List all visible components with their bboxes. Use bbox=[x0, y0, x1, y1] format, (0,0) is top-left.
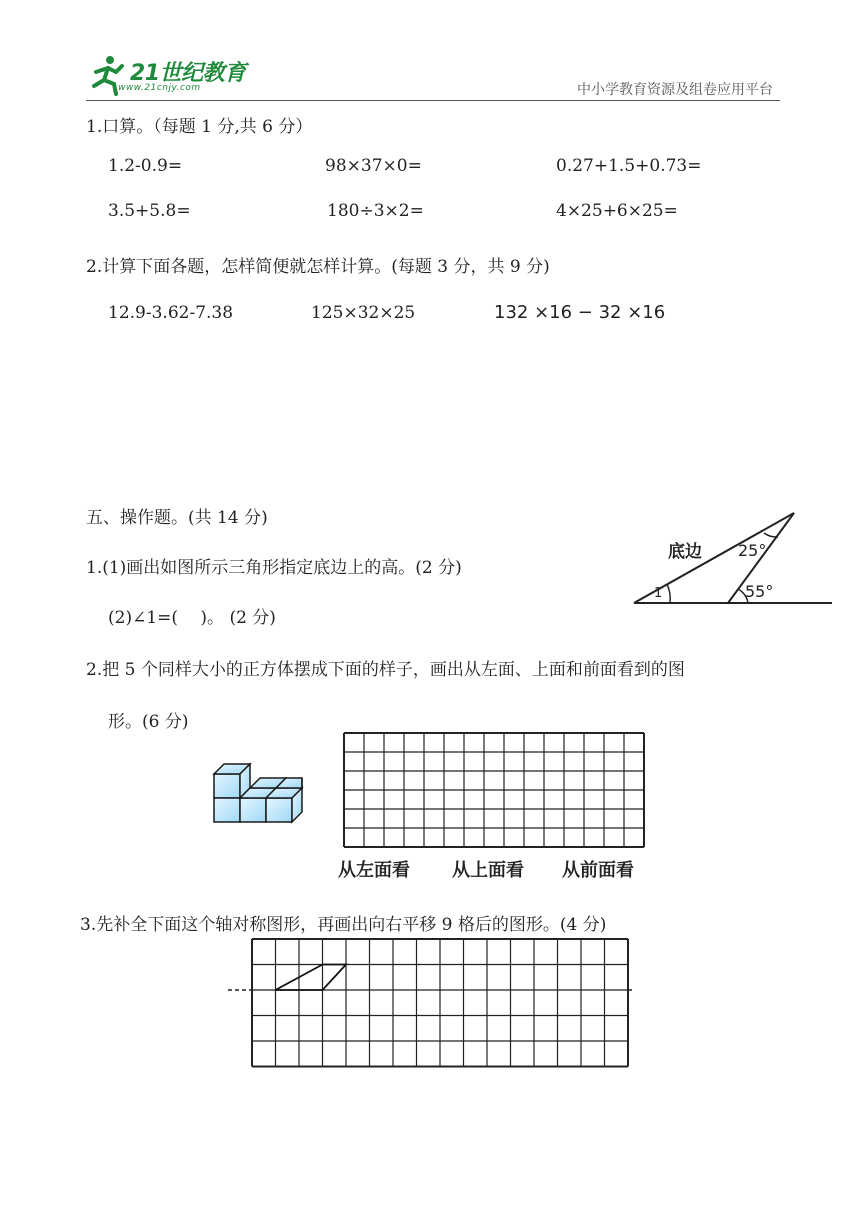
q1-title: 1.口算。（每题 1 分,共 6 分） bbox=[86, 117, 313, 137]
logo bbox=[88, 52, 248, 98]
s5-q2-line2: 形。(6 分) bbox=[108, 712, 189, 732]
section5-title: 五、操作题。(共 14 分) bbox=[86, 508, 268, 528]
q1-item: 0.27+1.5+0.73= bbox=[556, 156, 702, 176]
view-label-front: 从前面看 bbox=[562, 860, 634, 881]
s5-q1-part1: 1.(1)画出如图所示三角形指定底边上的高。(2 分) bbox=[86, 558, 462, 578]
platform-name: 中小学教育资源及组卷应用平台 bbox=[577, 82, 773, 98]
q2-title: 2.计算下面各题，怎样简便就怎样计算。(每题 3 分，共 9 分) bbox=[86, 257, 550, 277]
half-figure bbox=[276, 965, 347, 991]
q2-item: 125×32×25 bbox=[311, 303, 416, 323]
angle-top-label: 25° bbox=[738, 541, 767, 560]
views-grid bbox=[342, 731, 646, 849]
header-divider bbox=[86, 100, 780, 101]
angle-one-label: 1 bbox=[654, 586, 663, 601]
angle-right-label: 55° bbox=[745, 582, 774, 601]
logo-url: www.21cnjy.com bbox=[118, 83, 201, 93]
q2-item: 132 ×16 − 32 ×16 bbox=[494, 302, 666, 323]
logo-text: 21世纪教育 bbox=[130, 61, 246, 86]
q1-item: 180÷3×2= bbox=[327, 201, 424, 221]
q2-item: 12.9-3.62-7.38 bbox=[108, 303, 234, 323]
q1-item: 4×25+6×25= bbox=[556, 201, 678, 221]
cubes-figure bbox=[210, 758, 310, 828]
view-label-left: 从左面看 bbox=[338, 860, 410, 881]
q1-item: 98×37×0= bbox=[325, 156, 422, 176]
triangle-base-label: 底边 bbox=[668, 542, 702, 562]
symmetry-grid bbox=[228, 937, 634, 1071]
s5-q1-part2: (2)∠1=( )。 (2 分) bbox=[108, 608, 276, 628]
view-label-top: 从上面看 bbox=[452, 860, 524, 881]
s5-q2-line1: 2.把 5 个同样大小的正方体摆成下面的样子，画出从左面、上面和前面看到的图 bbox=[86, 660, 685, 680]
q1-item: 1.2-0.9= bbox=[108, 156, 183, 176]
q1-item: 3.5+5.8= bbox=[108, 201, 191, 221]
s5-q3-title: 3.先补全下面这个轴对称图形，再画出向右平移 9 格后的图形。(4 分) bbox=[80, 915, 607, 935]
